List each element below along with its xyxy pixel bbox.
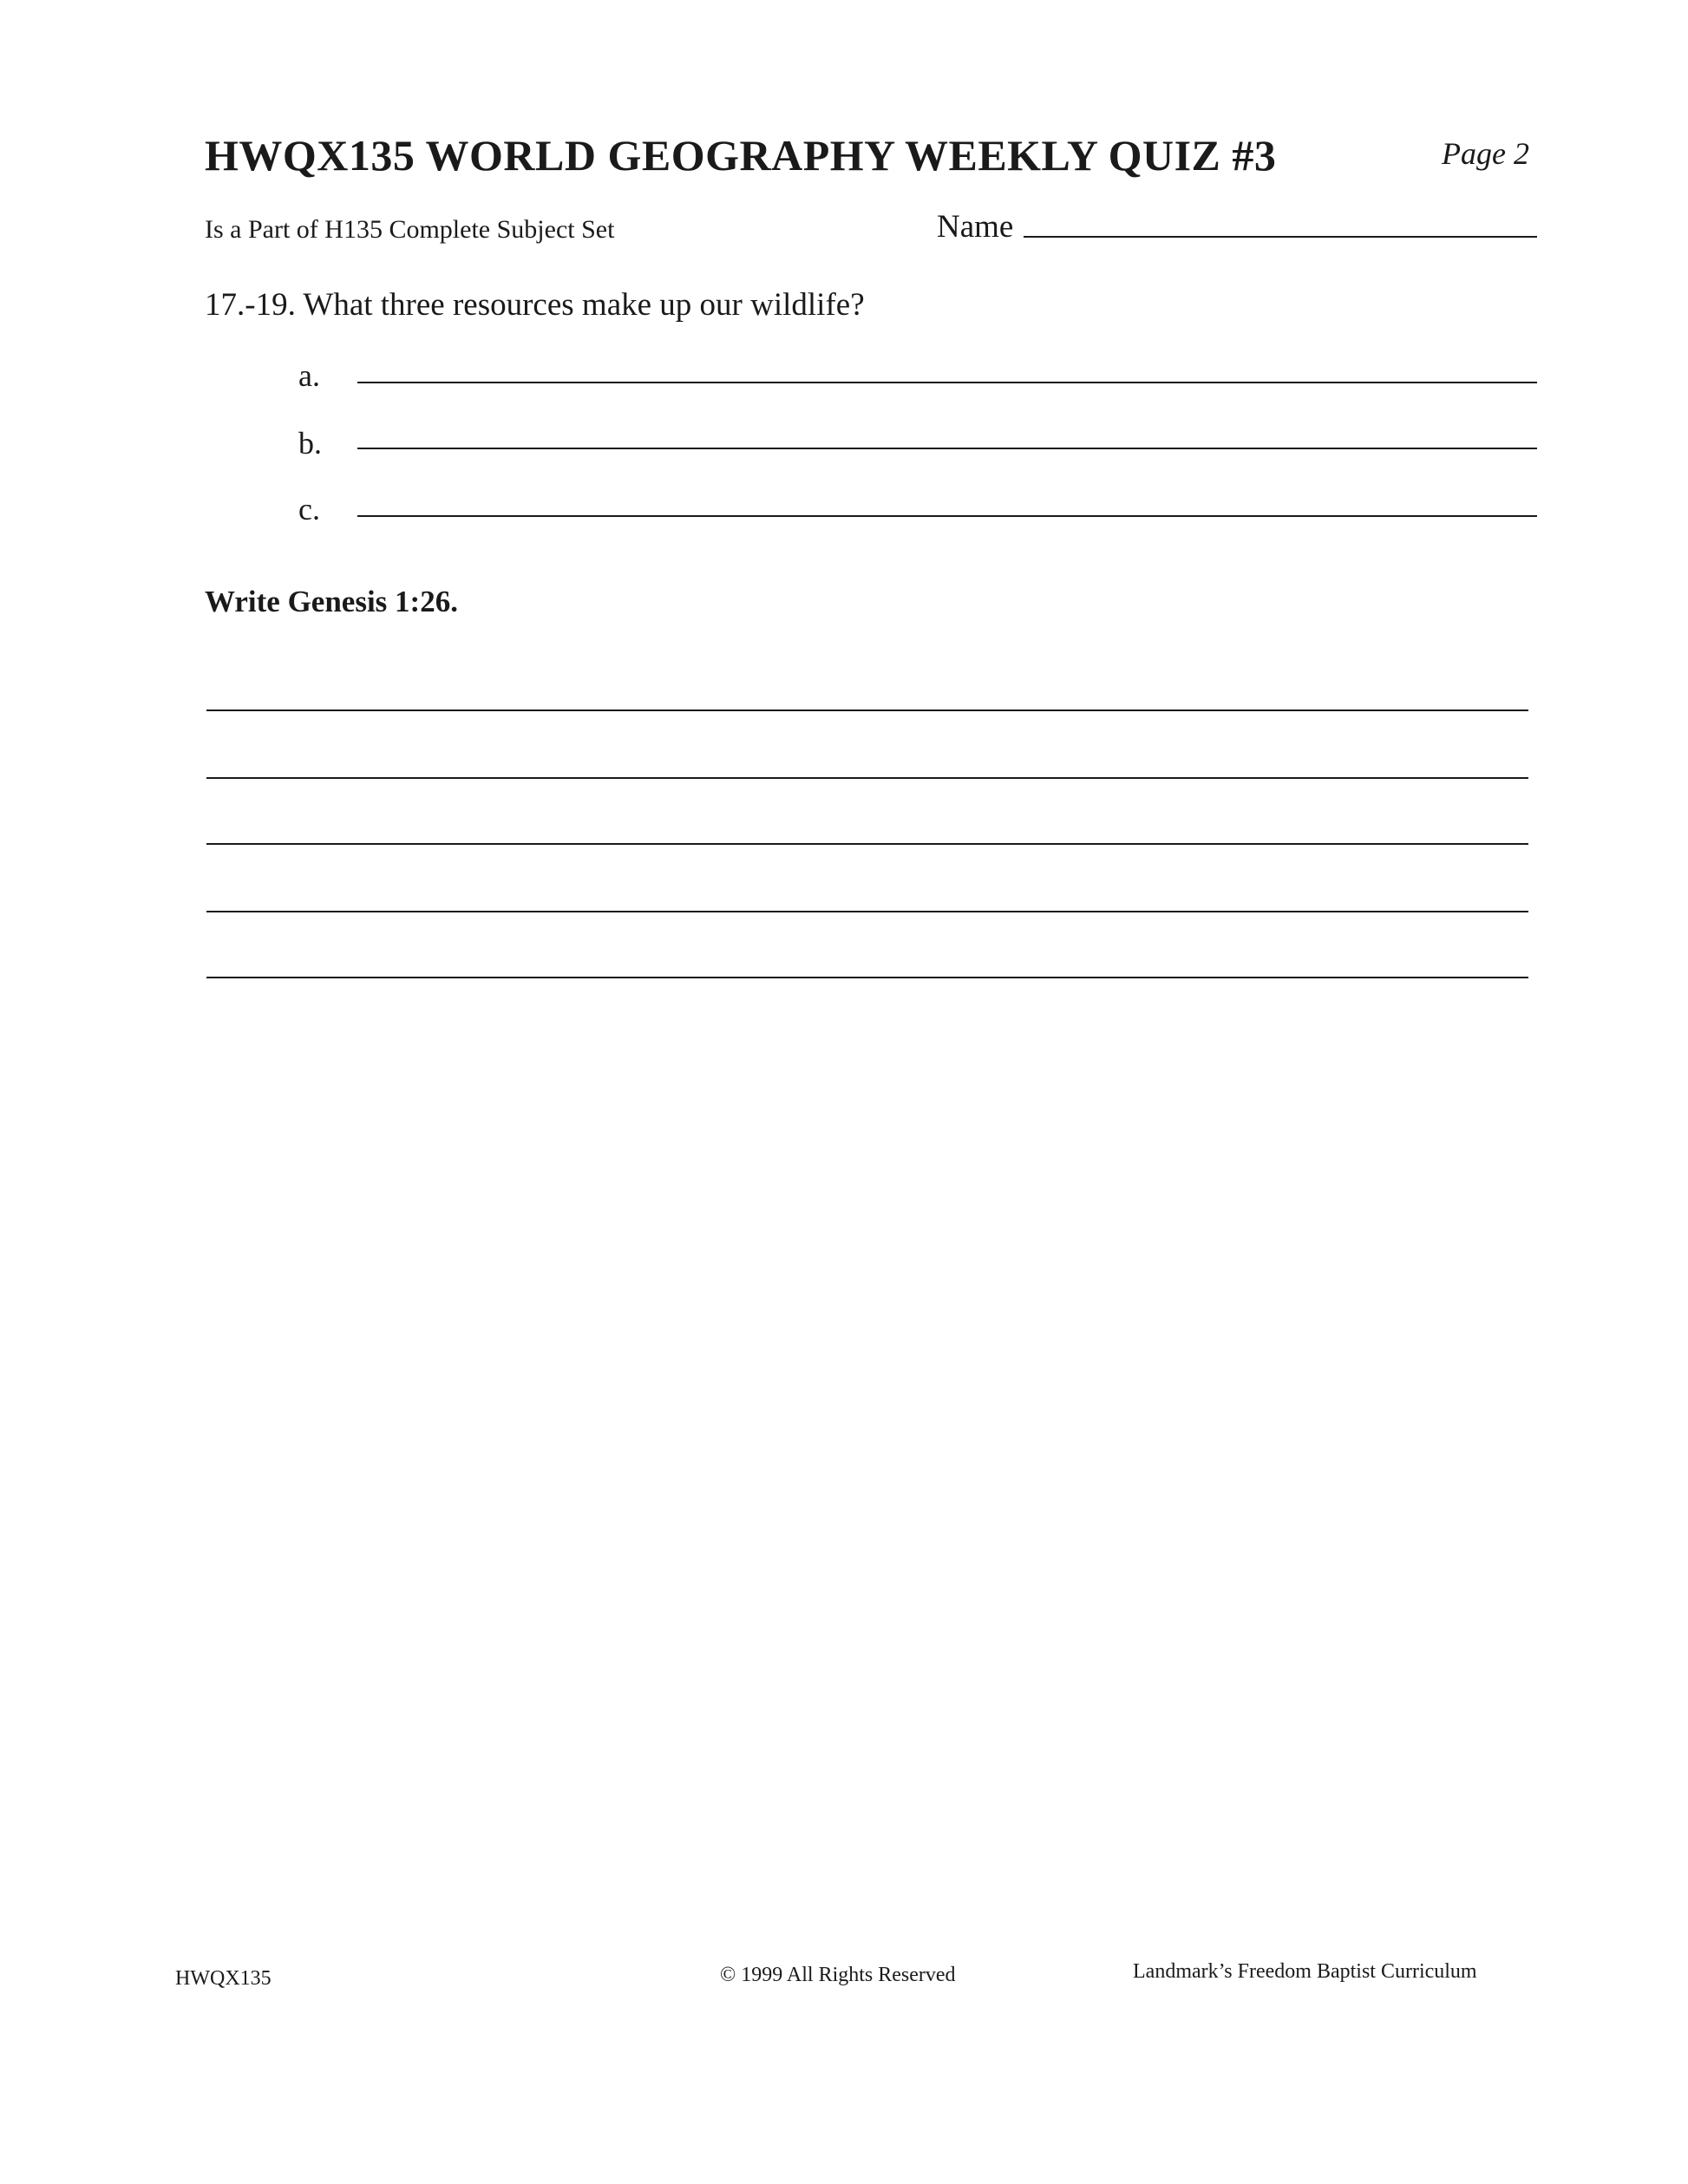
name-field-line[interactable] — [1024, 236, 1537, 238]
answer-line-b[interactable] — [357, 448, 1537, 449]
writing-line[interactable] — [206, 843, 1528, 845]
option-label-b: b. — [298, 426, 322, 461]
writing-line[interactable] — [206, 709, 1528, 711]
footer-code: HWQX135 — [175, 1967, 272, 1990]
page-number: Page 2 — [1442, 136, 1529, 171]
genesis-heading: Write Genesis 1:26. — [205, 585, 458, 618]
writing-line[interactable] — [206, 977, 1528, 978]
option-label-c: c. — [298, 492, 320, 526]
footer-publisher: Landmark’s Freedom Baptist Curriculum — [1133, 1960, 1477, 1983]
option-label-a: a. — [298, 358, 320, 393]
answer-line-c[interactable] — [357, 515, 1537, 517]
page-title: HWQX135 WORLD GEOGRAPHY WEEKLY QUIZ #3 — [205, 131, 1277, 180]
answer-line-a[interactable] — [357, 382, 1537, 383]
writing-line[interactable] — [206, 777, 1528, 779]
writing-line[interactable] — [206, 911, 1528, 912]
footer-copyright: © 1999 All Rights Reserved — [720, 1964, 956, 1986]
name-label: Name — [937, 209, 1014, 245]
subtitle: Is a Part of H135 Complete Subject Set — [205, 215, 615, 244]
question-text: 17.-19. What three resources make up our wildlife? — [205, 287, 865, 323]
